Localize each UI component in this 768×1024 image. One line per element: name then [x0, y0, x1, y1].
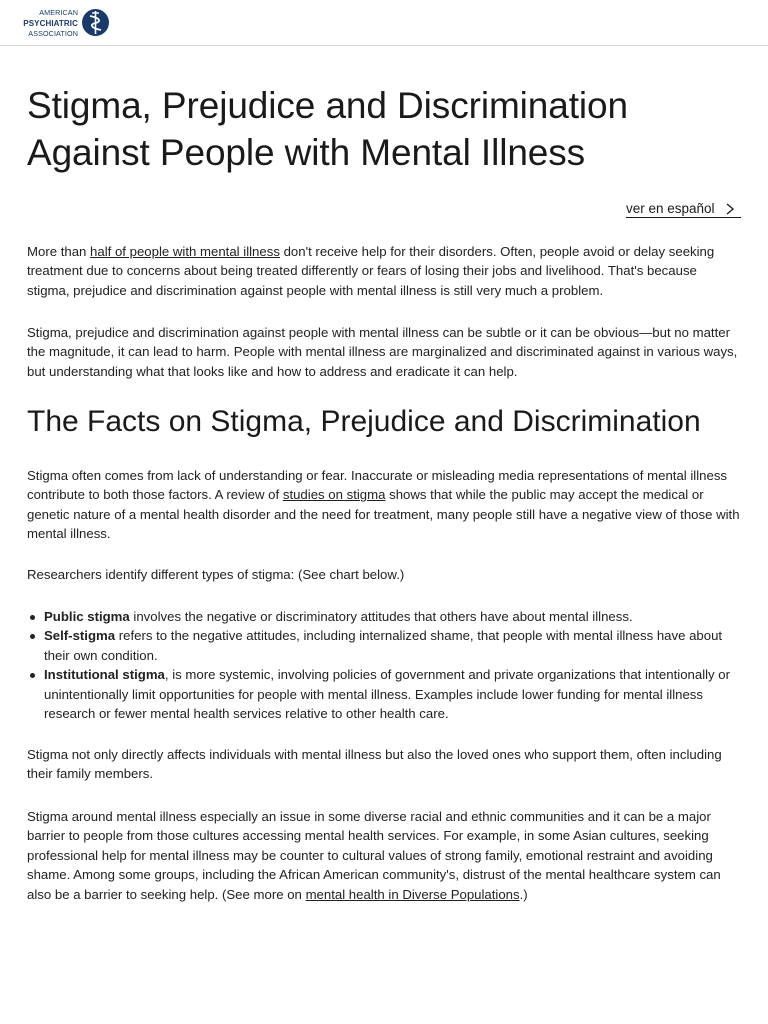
intro-paragraph-1	[27, 242, 742, 300]
facts-paragraph-1	[27, 466, 742, 544]
intro-p1-after: don't receive help for their disorders. Often, people avoid or delay seeking treatment due to concerns about being treated differently or fears of losing their jobs and livelihood. That's because stigma, prejudice and discrimination against people with mental illness is still very much a problem.	[27, 244, 715, 298]
facts-heading: The Facts on Stigma, Prejudice and Discrimination	[27, 405, 701, 438]
half-of-people-link[interactable]: half of people with mental illness	[90, 244, 280, 259]
desc-public-stigma: involves the negative or discriminatory attitudes that others have about mental illness.	[129, 609, 633, 624]
page-title	[27, 82, 747, 176]
studies-on-stigma-link[interactable]: studies on stigma	[282, 487, 386, 503]
spanish-version-link[interactable]	[626, 200, 741, 218]
facts-p3-before: Stigma often comes from lack of understanding or fear. Inaccurate or misleading media representations of mental illness contribute to both those factors. A review of	[27, 468, 728, 503]
spanish-version-label: ver en español	[626, 201, 715, 216]
title-line-2: Against People with Mental Illness	[27, 132, 586, 173]
facts-p6-before: Stigma around mental illness especially an issue in some diverse racial and ethnic communities and it can be a major barrier to people from those cultures accessing mental health services. For example, in some Asian cultures, seeking professional help for mental illness may be counter to cultural values of strong family, emotional restraint and avoiding shame. Among some groups, including the African American community's, distrust of the mental healthcare system can also be a barrier to seeking help. (See more on	[27, 809, 721, 902]
desc-self-stigma: refers to the negative attitudes, including internalized shame, that people with mental illness have about their own condition.	[44, 628, 723, 663]
logo-wordmark	[10, 8, 78, 40]
logo-line-1: AMERICAN	[39, 8, 78, 17]
facts-paragraph-2: Researchers identify different types of stigma: (See chart below.)	[27, 567, 405, 582]
list-item-self-stigma	[27, 626, 742, 665]
facts-paragraph-3: Stigma not only directly affects individuals with mental illness but also the loved ones who support them, often including their family members.	[27, 747, 722, 782]
intro-paragraph-2: Stigma, prejudice and discrimination against people with mental illness can be subtle or it can be obvious—but no matter the magnitude, it can lead to harm. People with mental illness are marginalized and discriminated against in various ways, but understanding what that looks like and how to address and eradicate it can help.	[27, 325, 738, 379]
title-line-1: Stigma, Prejudice and Discrimination	[27, 85, 628, 126]
logo-line-3: ASSOCIATION	[28, 29, 78, 38]
list-item-public-stigma	[27, 607, 742, 626]
facts-p3-after: shows that while the public may accept the medical or genetic nature of a mental health disorder and the need for treatment, many people still have a negative view of those with mental illness.	[27, 487, 740, 542]
term-self-stigma: Self-stigma	[44, 628, 116, 644]
intro-p1-before: More than	[27, 244, 91, 259]
chevron-right-icon	[725, 203, 735, 215]
apa-logo-link[interactable]	[10, 6, 120, 40]
site-header	[0, 0, 768, 46]
logo-line-2: PSYCHIATRIC	[23, 18, 78, 28]
apa-caduceus-icon	[81, 7, 110, 38]
term-institutional-stigma: Institutional stigma	[44, 667, 165, 683]
facts-p6-after: .)	[519, 886, 528, 902]
desc-institutional-stigma: , is more systemic, involving policies of government and private organizations that intentionally or unintentionally limit opportunities for people with mental illness. Examples include lower funding for mental illness research or fewer mental health services relative to other health care.	[44, 667, 731, 722]
list-item-institutional-stigma	[27, 665, 742, 723]
term-public-stigma: Public stigma	[44, 609, 130, 624]
stigma-types-list	[27, 607, 742, 723]
diverse-populations-link[interactable]: mental health in Diverse Populations	[305, 886, 520, 902]
facts-paragraph-4	[27, 807, 742, 904]
